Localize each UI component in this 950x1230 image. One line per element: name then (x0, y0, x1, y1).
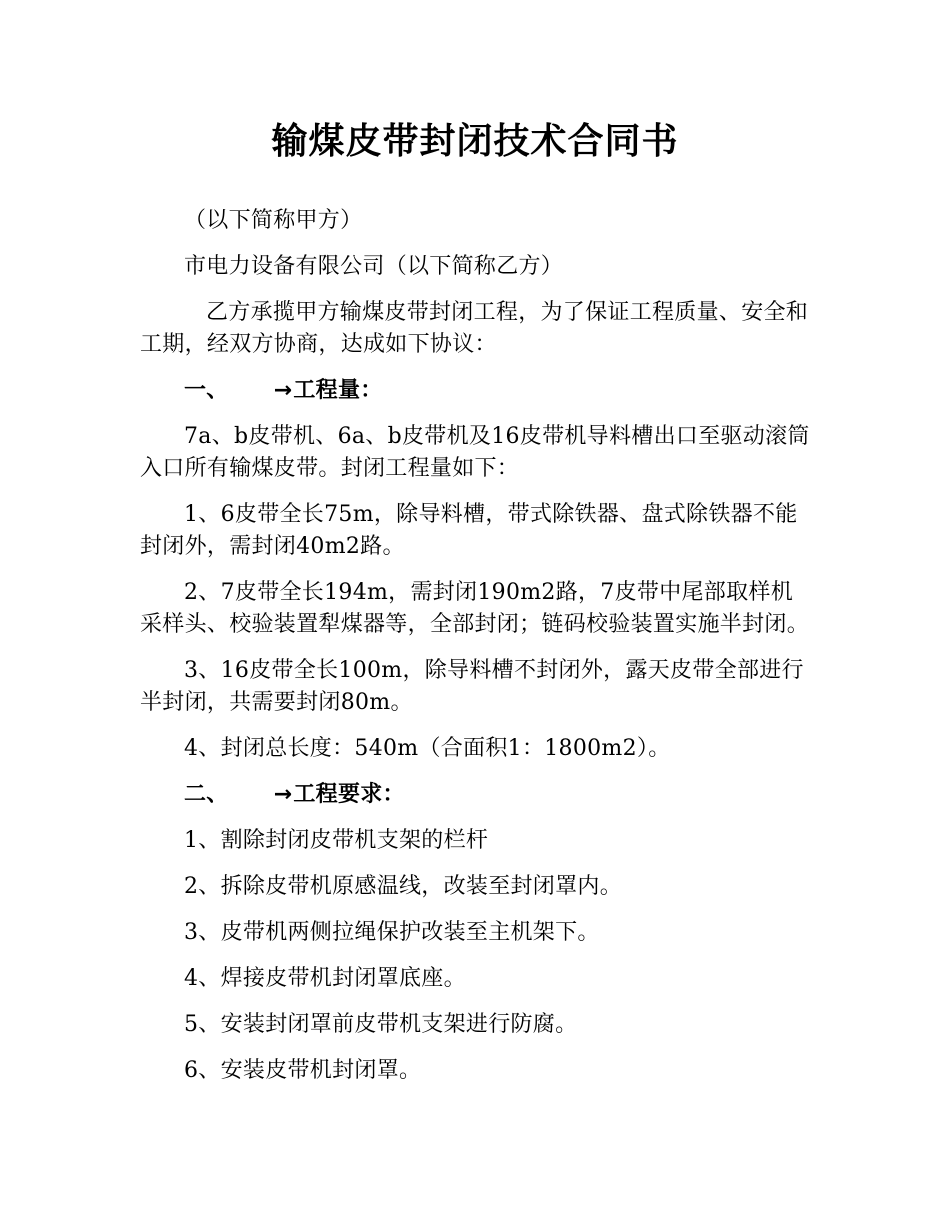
section2-item: 1、割除封闭皮带机支架的栏杆 (184, 828, 489, 853)
section2-heading-number: 二、 (184, 782, 229, 807)
section1-heading-number: 一、 (184, 378, 229, 403)
section1-item: 4、封闭总长度：540m（合面积1：1800m2）。 (184, 736, 671, 761)
arrow-icon: → (273, 782, 293, 807)
document-title: 输煤皮带封闭技术合同书 (271, 121, 679, 162)
section2-item: 6、安装皮带机封闭罩。 (184, 1058, 422, 1083)
section1-item: 1、6皮带全长75m，除导料槽，带式除铁器、盘式除铁器不能封闭外，需封闭40m2路。 (140, 502, 798, 559)
arrow-icon: → (273, 378, 293, 403)
section2-item: 3、皮带机两侧拉绳保护改装至主机架下。 (184, 920, 600, 945)
section1-description: 7a、b皮带机、6a、b皮带机及16皮带机导料槽出口至驱动滚筒入口所有输煤皮带。封闭工程量如下： (140, 424, 810, 481)
section2-heading-text: 工程要求： (293, 782, 405, 807)
party-b-line: 市电力设备有限公司（以下简称乙方） (184, 254, 564, 279)
section2-item: 2、拆除皮带机原感温线，改装至封闭罩内。 (184, 874, 622, 899)
intro-paragraph: 乙方承揽甲方输煤皮带封闭工程，为了保证工程质量、安全和工期，经双方协商，达成如下协议： (140, 300, 809, 357)
section2-heading (140, 779, 812, 811)
section1-item: 3、16皮带全长100m，除导料槽不封闭外，露天皮带全部进行半封闭，共需要封闭80m。 (140, 658, 804, 715)
section1-heading (140, 375, 812, 407)
document-body (140, 205, 812, 1101)
section1-item: 2、7皮带全长194m，需封闭190m2路，7皮带中尾部取样机采样头、校验装置犁煤器等，全部封闭；链码校验装置实施半封闭。 (140, 580, 810, 637)
party-a-line: （以下简称甲方） (184, 208, 363, 233)
section1-heading-text: 工程量： (293, 378, 383, 403)
section2-item: 4、焊接皮带机封闭罩底座。 (184, 966, 466, 991)
section2-item: 5、安装封闭罩前皮带机支架进行防腐。 (184, 1012, 578, 1037)
